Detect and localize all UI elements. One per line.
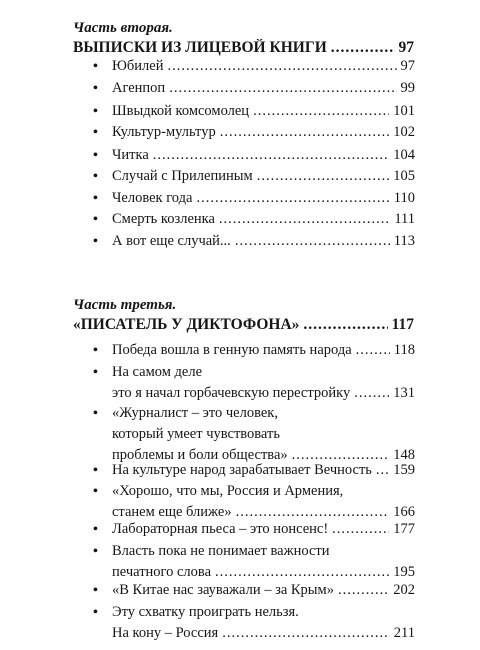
toc-entry xyxy=(95,541,415,583)
bullet-icon: • xyxy=(93,59,98,74)
toc-entry xyxy=(95,602,415,644)
entry-text xyxy=(112,460,415,481)
dot-leader xyxy=(169,78,396,99)
bullet-icon: • xyxy=(93,544,98,559)
bullet-icon: • xyxy=(93,583,98,598)
toc-entry xyxy=(95,231,415,252)
entry-text xyxy=(112,209,415,230)
entry-line xyxy=(112,481,415,502)
bullet-icon: • xyxy=(93,81,98,96)
entry-text xyxy=(112,602,415,644)
page-number: 117 xyxy=(391,316,414,333)
toc-entry xyxy=(95,340,415,361)
page-number: 99 xyxy=(400,80,415,96)
entry-line xyxy=(112,602,415,623)
entry-title: А вот еще случай... xyxy=(112,233,231,249)
entry-line xyxy=(112,145,415,166)
dot-leader xyxy=(354,383,389,404)
bullet-icon: • xyxy=(93,522,98,537)
entry-title: Культур-мультур xyxy=(112,124,216,140)
bullet-icon: • xyxy=(93,605,98,620)
part3-section-title xyxy=(73,316,414,334)
entry-text xyxy=(112,541,415,583)
entry-title: проблемы и боли общества» xyxy=(112,447,288,463)
entry-text xyxy=(112,231,415,252)
page-number: 102 xyxy=(393,124,415,140)
page-number: 159 xyxy=(393,462,415,478)
dot-leader xyxy=(356,340,390,361)
part3-label: Часть третья. xyxy=(73,297,177,313)
part2-label: Часть вторая. xyxy=(73,20,173,36)
entry-title: На кону – Россия xyxy=(112,625,219,641)
entry-line xyxy=(112,56,415,77)
entry-line xyxy=(112,340,415,361)
entry-line xyxy=(112,623,415,644)
dot-leader xyxy=(219,209,390,230)
section-title: «ПИСАТЕЛЬ У ДИКТОФОНА» xyxy=(73,316,300,333)
part2-section-title xyxy=(73,39,414,57)
page-number: 97 xyxy=(398,39,414,56)
bullet-icon: • xyxy=(93,365,98,380)
entry-line xyxy=(112,403,415,424)
entry-line xyxy=(112,424,415,445)
entry-line xyxy=(112,101,415,122)
entry-line xyxy=(112,383,415,404)
entry-text xyxy=(112,340,415,361)
entry-text xyxy=(112,56,415,77)
page-number: 110 xyxy=(393,190,415,206)
dot-leader xyxy=(376,460,389,481)
toc-entry xyxy=(95,122,415,143)
entry-text xyxy=(112,166,415,187)
dot-leader xyxy=(253,101,389,122)
page-number: 118 xyxy=(393,342,415,358)
entry-title: «Журналист – это человек, xyxy=(112,405,278,421)
bullet-icon: • xyxy=(93,191,98,206)
bullet-icon: • xyxy=(93,212,98,227)
bullet-icon: • xyxy=(93,234,98,249)
entry-title: Смерть козленка xyxy=(112,211,215,227)
entry-line xyxy=(112,362,415,383)
toc-entry xyxy=(95,460,415,481)
entry-line xyxy=(112,78,415,99)
dot-leader xyxy=(257,166,390,187)
dot-leader xyxy=(303,316,387,334)
entry-title: Лабораторная пьеса – это нонсенс! xyxy=(112,521,329,537)
toc-entry xyxy=(95,209,415,230)
toc-entry xyxy=(95,188,415,209)
page-number: 177 xyxy=(393,521,415,537)
entry-title: который умеет чувствовать xyxy=(112,426,280,442)
page-number: 195 xyxy=(393,564,415,580)
toc-entry xyxy=(95,56,415,77)
entry-line xyxy=(112,580,415,601)
entry-title: Победа вошла в генную память народа xyxy=(112,342,352,358)
entry-text xyxy=(112,101,415,122)
entry-title: Человек года xyxy=(112,190,193,206)
entry-title: На культуре народ зарабатывает Вечность xyxy=(112,462,372,478)
toc-entry xyxy=(95,481,415,523)
entry-text xyxy=(112,362,415,404)
entry-title: Эту схватку проиграть нельзя. xyxy=(112,604,299,620)
page-number: 101 xyxy=(393,103,415,119)
page-number: 166 xyxy=(393,504,415,520)
bullet-icon: • xyxy=(93,125,98,140)
entry-title: Случай с Прилепиным xyxy=(112,168,253,184)
toc-entry xyxy=(95,145,415,166)
dot-leader xyxy=(331,39,395,57)
bullet-icon: • xyxy=(93,104,98,119)
page-number: 148 xyxy=(393,447,415,463)
page-number: 131 xyxy=(393,385,415,401)
entry-title: «В Китае нас зауважали – за Крым» xyxy=(112,582,334,598)
entry-text xyxy=(112,78,415,99)
dot-leader xyxy=(196,188,389,209)
toc-entry xyxy=(95,580,415,601)
toc-entry xyxy=(95,166,415,187)
entry-title: Швыдкой комсомолец xyxy=(112,103,250,119)
bullet-icon: • xyxy=(93,463,98,478)
entry-line xyxy=(112,209,415,230)
bullet-icon: • xyxy=(93,406,98,421)
entry-text xyxy=(112,580,415,601)
dot-leader xyxy=(235,231,390,252)
bullet-icon: • xyxy=(93,148,98,163)
entry-text xyxy=(112,403,415,466)
dot-leader xyxy=(338,580,389,601)
entry-title: На самом деле xyxy=(112,364,203,380)
entry-text xyxy=(112,481,415,523)
entry-text xyxy=(112,145,415,166)
entry-title: печатного слова xyxy=(112,564,212,580)
dot-leader xyxy=(220,122,390,143)
entry-line xyxy=(112,231,415,252)
bullet-icon: • xyxy=(93,343,98,358)
toc-entry xyxy=(95,519,415,540)
entry-title: это я начал горбачевскую перестройку xyxy=(112,385,351,401)
dot-leader xyxy=(332,519,389,540)
page-number: 202 xyxy=(393,582,415,598)
section-title: ВЫПИСКИ ИЗ ЛИЦЕВОЙ КНИГИ xyxy=(73,39,327,56)
entry-title: «Хорошо, что мы, Россия и Армения, xyxy=(112,483,344,499)
dot-leader xyxy=(167,56,396,77)
dot-leader xyxy=(222,623,390,644)
toc-entry xyxy=(95,362,415,404)
entry-title: Юбилей xyxy=(112,58,164,74)
toc-entry xyxy=(95,403,415,466)
page-number: 211 xyxy=(393,625,415,641)
entry-line xyxy=(112,122,415,143)
bullet-icon: • xyxy=(93,169,98,184)
entry-text xyxy=(112,519,415,540)
toc-entry xyxy=(95,78,415,99)
dot-leader xyxy=(153,145,389,166)
page-number: 111 xyxy=(394,211,415,227)
entry-line xyxy=(112,166,415,187)
entry-title: Читка xyxy=(112,147,149,163)
page-number: 104 xyxy=(393,147,415,163)
page-number: 105 xyxy=(393,168,415,184)
bullet-icon: • xyxy=(93,484,98,499)
entry-title: станем еще ближе» xyxy=(112,504,232,520)
entry-title: Агенпоп xyxy=(112,80,166,96)
toc-entry xyxy=(95,101,415,122)
entry-text xyxy=(112,188,415,209)
entry-line xyxy=(112,541,415,562)
entry-line xyxy=(112,460,415,481)
page-number: 97 xyxy=(400,58,415,74)
entry-title: Власть пока не понимает важности xyxy=(112,543,330,559)
entry-line xyxy=(112,188,415,209)
page-number: 113 xyxy=(393,233,415,249)
entry-line xyxy=(112,519,415,540)
entry-text xyxy=(112,122,415,143)
